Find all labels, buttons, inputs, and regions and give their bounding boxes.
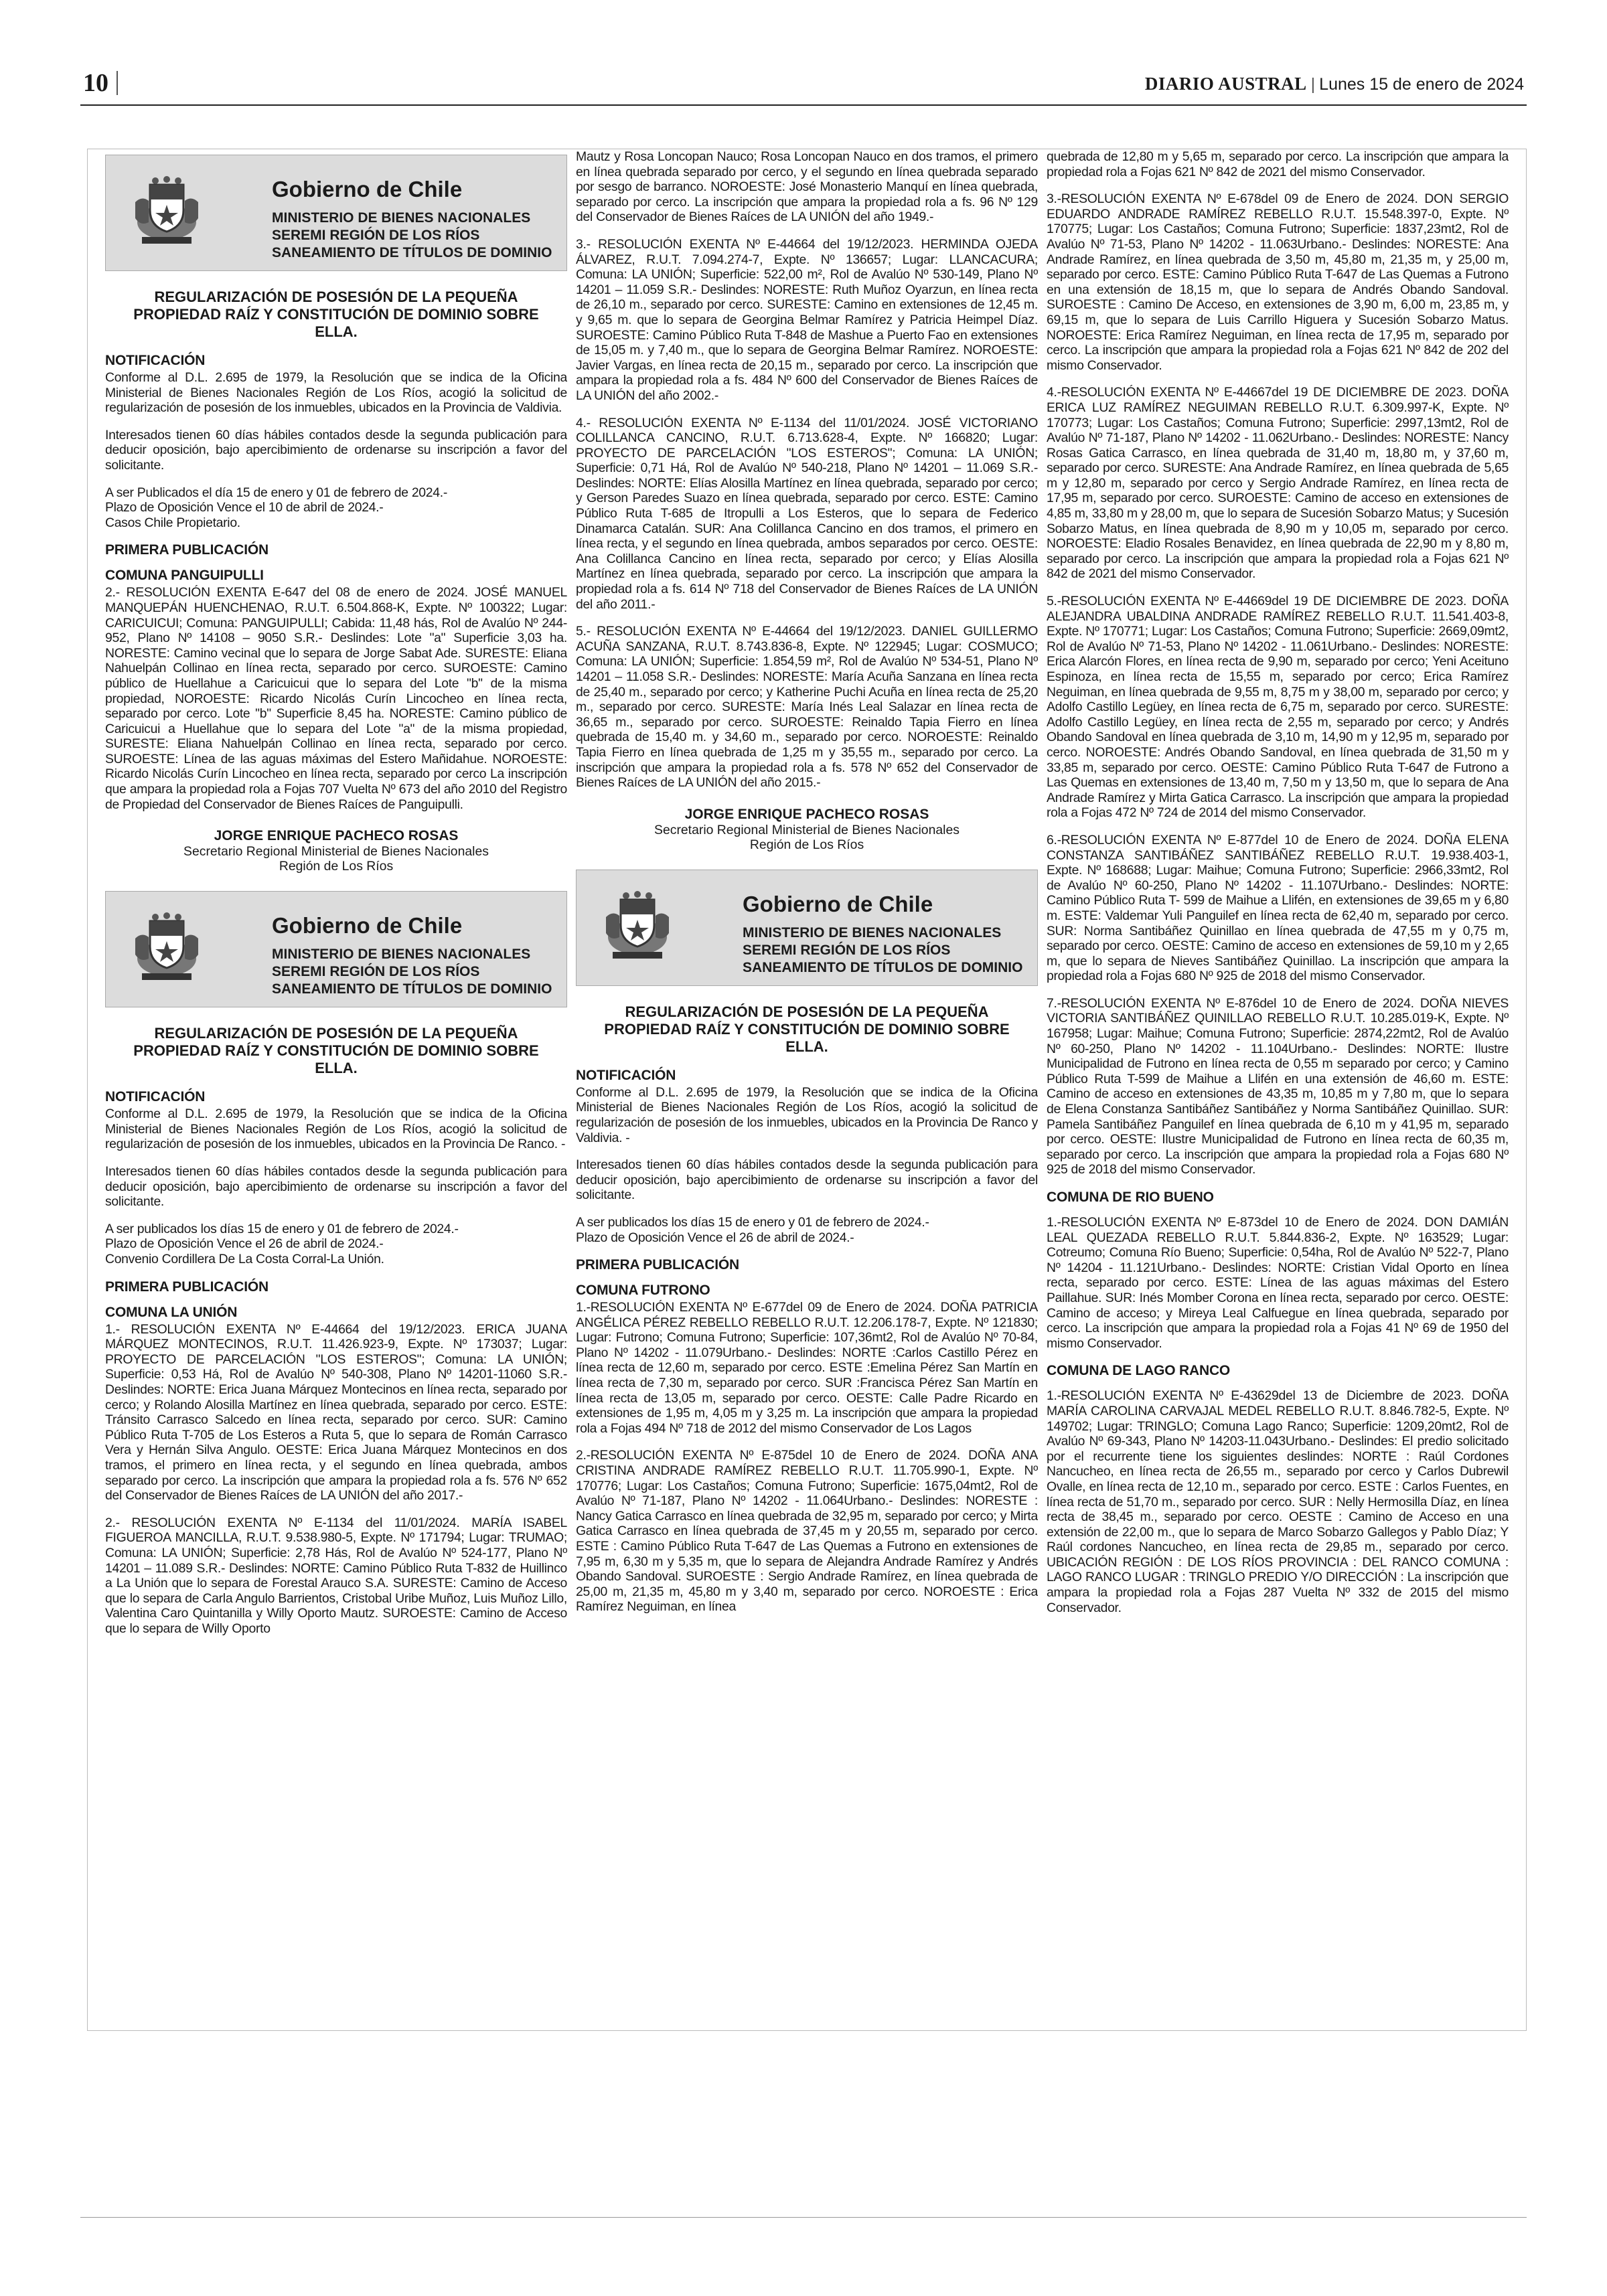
- resolution-item: 5.- RESOLUCIÓN EXENTA Nº E-44664 del 19/12/2023. DANIEL GUILLERMO ACUÑA SANZANA, R.U.T. 8.743.836-8, Expte. Nº 122945; Lugar: COSMUCO; Comuna: LA UNIÓN; Superficie: 1.854,59 m², Rol de Avalúo Nº 534-51, Plano Nº 14201 – 11.058 S.R.- Deslindes: NORESTE: María Acuña Sanzana en línea recta de 25,40 m., separado por cerco; y Katherine Puchi Acuña en línea recta de 25,20 m., separado por cerco. SURESTE: María Inés Leal Salazar en línea recta de 36,65 m., separado por cerco. SUROESTE: Reinaldo Tapia Fierro en línea quebrada de 15,40 m. y 34,60 m., separado por cerco. NOROESTE: Reinaldo Tapia Fierro en línea quebrada de 1,25 m y 35,55 m., separado por cerco. La inscripción que ampara la propiedad rola a fs. 578 Nº 652 del Conservador de Bienes Raíces de LA UNIÓN del año 2015.-: [576, 624, 1038, 791]
- chilean-coat-of-arms-icon: [130, 175, 204, 249]
- gov-header: [105, 891, 567, 1007]
- signer-name: JORGE ENRIQUE PACHECO ROSAS: [214, 828, 459, 844]
- signer-region: Región de Los Ríos: [749, 837, 864, 852]
- gov-ministry: MINISTERIO DE BIENES NACIONALES: [272, 947, 531, 963]
- signer-region: Región de Los Ríos: [279, 859, 394, 874]
- notice-title: REGULARIZACIÓN DE POSESIÓN DE LA PEQUEÑA PROPIEDAD RAÍZ Y CONSTITUCIÓN DE DOMINIO SOBRE ELLA.: [604, 1003, 1010, 1055]
- column-1: [105, 149, 567, 2030]
- comuna-heading: COMUNA DE LAGO RANCO: [1047, 1363, 1231, 1379]
- resolution-item: 4.- RESOLUCIÓN EXENTA Nº E-1134 del 11/01/2024. JOSÉ VICTORIANO COLILLANCA CANCINO, R.U.T. 6.713.628-4, Expte. Nº 166820; Lugar: PROYECTO DE PARCELACIÓN "LOS ESTEROS"; Comuna: LA UNIÓN; Superficie: 0,71 Há, Rol de Avalúo Nº 540-218, Plano Nº 14201 – 11.069 S.R.- Deslindes: NORTE: Elías Alosilla Martínez en línea quebrada, separado por cerco; y Gerson Paredes Suazo en línea quebrada, separado por cerco. ESTE: Camino Público Ruta T-685 de Itropulli a Los Esteros, que lo separa de Federico Dinamarca Catalán. SUR: Ana Colillanca Cancino en dos tramos, el primero en línea recta, y el segundo en línea quebrada, ambos separados por cerco. OESTE: Ana Colillanca Cancino en línea recta, separado por cerco; y Elías Alosilla Martínez en línea quebrada, separado por cerco. La inscripción que ampara la propiedad rola a fs. 614 Nº 718 del Conservador de Bienes Raíces de LA UNIÓN del año 2011.-: [576, 415, 1038, 612]
- gov-seremi: SEREMI REGIÓN DE LOS RÍOS: [272, 228, 480, 243]
- gov-header: [576, 870, 1038, 986]
- legal-notices: [87, 149, 1527, 2031]
- column-2: [576, 149, 1038, 2030]
- comuna-heading: COMUNA PANGUIPULLI: [105, 568, 264, 584]
- comuna-heading: COMUNA DE RIO BUENO: [1047, 1190, 1214, 1205]
- gov-title: Gobierno de Chile: [743, 891, 933, 916]
- first-publication-label: PRIMERA PUBLICACIÓN: [576, 1257, 739, 1273]
- first-publication-label: PRIMERA PUBLICACIÓN: [105, 1279, 269, 1295]
- resolution-item: 3.- RESOLUCIÓN EXENTA Nº E-44664 del 19/12/2023. HERMINDA OJEDA ÁLVAREZ, R.U.T. 7.094.274-7, Expte. Nº 136657; Lugar: LLANCACURA; Comuna: LA UNIÓN; Superficie: 522,00 m², Rol de Avalúo Nº 530-149, Plano Nº 14201 – 11.059 S.R.- Deslindes: NORESTE: Ruth Muñoz Oyarzun, en línea recta de 26,10 m., separado por cerco. SURESTE: Camino en extensiones de 12,45 m. y 9,65 m. que lo separa de Georgina Belmar Ramírez y Patricia Heimpel Díaz. SUROESTE: Camino Público Ruta T-848 de Mashue a Puerto Fao en extensiones de 15,05 m. y 7,40 m., que lo separa de Georgina Belmar Ramírez. NOROESTE: Javier Vargas, en línea recta de 20,15 m., separado por cerco. La inscripción que ampara la propiedad rola a fs. 484 Nº 600 del Conservador de Bienes Raíces de LA UNIÓN del año 2002.-: [576, 236, 1038, 403]
- opposition-clause: Interesados tienen 60 días hábiles contados desde la segunda publicación para deducir oposición, bajo apercibimiento de ordenarse su inscripción a favor del solicitante.: [576, 1157, 1038, 1203]
- page-header: [80, 64, 1527, 106]
- resolution-item: 2.- RESOLUCIÓN EXENTA Nº E-1134 del 11/01/2024. MARÍA ISABEL FIGUEROA MANCILLA, R.U.T. 9.538.980-5, Expte. Nº 171794; Lugar: TRUMAO; Comuna: LA UNIÓN; Superficie: 2,78 Hás, Rol de Avalúo Nº 524-177, Plano Nº 14201 – 11.089 S.R.- Deslindes: NORTE: Camino Público Ruta T-832 de Huillinco a La Unión que lo separa de Forestal Arauco S.A. SURESTE: Camino de Acceso que lo separa de Carla Angulo Barrientos, Cristobal Uribe Muñoz, Luis Muñoz Lillo, Valentina Caro Quintanilla y Willy Oporto Mautz. SUROESTE: Camino de Acceso que lo separa de Willy Oporto: [105, 1515, 567, 1636]
- notification-label: NOTIFICACIÓN: [105, 353, 206, 368]
- resolution-item: 4.-RESOLUCIÓN EXENTA Nº E-44667del 19 DE DICIEMBRE DE 2023. DOÑA ERICA LUZ RAMÍREZ NEGUIMAN REBELLO R.U.T. 6.309.997-K, Expte. Nº 170773; Lugar: Los Castaños; Comuna Futrono; Superficie: 2997,13mt2, Rol de Avalúo Nº 71-187, Plano Nº 14202 - 11.062Urbano.- Deslindes: NORESTE: Nancy Rosas Gatica Carrasco, en línea quebrada de 31,40 m, 18,80 m, y 37,60 m, separado por cerco. SURESTE: Ana Andrade Ramírez, en línea quebrada de 5,65 m y 12,80 m, separado por cerco y Sergio Andrade Ramírez, en línea recta de 17,95 m, separado por cerco. SUROESTE: Camino de acceso en extensiones de 4,85 m, 33,80 m y 28,00 m, que lo separa de Sucesión Sobarzo Matus; y Sucesión Sobarzo Matus, en línea quebrada de 8,90 m y 10,05 m, separado por cerco. NOROESTE: Eladio Rosales Benavidez, en línea quebrada de 22,90 m y 8,80 m, separado por cerco. La inscripción que ampara la propiedad rola a Fojas 621 Nº 842 de 2021 del mismo Conservador.: [1047, 385, 1509, 582]
- gov-title: Gobierno de Chile: [272, 913, 463, 938]
- resolution-item: 1.-RESOLUCIÓN EXENTA Nº E-43629del 13 de Diciembre de 2023. DOÑA MARÍA CAROLINA CARVAJAL MEDEL REBELLO R.U.T. 8.846.782-5, Expte. Nº 149702; Lugar: TRINGLO; Comuna Lago Ranco; Superficie: 1209,20mt2, Rol de Avalúo Nº 69-343, Plano Nº 14203-11.043Urbano.- Deslindes: El predio solicitado por el recurrente tiene los siguientes deslindes: NORTE : Raúl Cordones Nancucheo, en línea recta de 26,55 m., separado por cerco y Carlos Dubrewil Ovalle, en línea recta de 12,10 m., separado por cerco. ESTE : Carlos Fuentes, en línea recta de 51,70 m., separado por cerco. SUR : Nelly Hermosilla Díaz, en línea recta de 38,45 m., separado por cerco. OESTE : Camino de Acceso en una extensión de 22,00 m., que lo separa de Marco Sobarzo Gallegos y Pablo Díaz; Y Raúl cordones Nancucheo, en línea recta de 29,85 m., separado por cerco. UBICACIÓN REGIÓN : DE LOS RÍOS PROVINCIA : DEL RANCO COMUNA : LAGO RANCO LUGAR : TRINGLO PREDIO Y/O DIRECCIÓN : La inscripción que ampara la propiedad rola a Fojas 287 Vuelta Nº 332 de 2015 del mismo Conservador.: [1047, 1388, 1509, 1615]
- signer-role: Secretario Regional Ministerial de Bienes Nacionales: [654, 822, 960, 837]
- resolution-item-continued: quebrada de 12,80 m y 5,65 m, separado por cerco. La inscripción que ampara la propiedad rola a Fojas 621 Nº 842 de 2021 del mismo Conservador.: [1047, 149, 1509, 179]
- notice-title: REGULARIZACIÓN DE POSESIÓN DE LA PEQUEÑA PROPIEDAD RAÍZ Y CONSTITUCIÓN DE DOMINIO SOBRE ELLA.: [133, 1025, 539, 1077]
- gov-seremi: SEREMI REGIÓN DE LOS RÍOS: [272, 964, 480, 980]
- opposition-clause: Interesados tienen 60 días hábiles contados desde la segunda publicación para deducir oposición, bajo apercibimiento de ordenarse su inscripción a favor del solicitante.: [105, 427, 567, 473]
- chilean-coat-of-arms-icon: [130, 912, 204, 985]
- first-publication-label: PRIMERA PUBLICACIÓN: [105, 542, 269, 558]
- publication-dates: A ser Publicados el día 15 de enero y 01 de febrero de 2024.-: [105, 485, 447, 500]
- signature-block: [105, 828, 567, 874]
- signer-name: JORGE ENRIQUE PACHECO ROSAS: [684, 806, 929, 822]
- column-3: [1047, 149, 1509, 2030]
- opposition-deadline: Plazo de Oposición Vence el 26 de abril de 2024.-: [105, 1236, 384, 1252]
- gov-saneamiento: SANEAMIENTO DE TÍTULOS DE DOMINIO: [743, 959, 1023, 975]
- program-name: Convenio Cordillera De La Costa Corral-La Unión.: [105, 1252, 384, 1266]
- notification-label: NOTIFICACIÓN: [576, 1067, 676, 1083]
- program-name: Casos Chile Propietario.: [105, 515, 240, 530]
- gov-title: Gobierno de Chile: [272, 177, 463, 201]
- notice-title: REGULARIZACIÓN DE POSESIÓN DE LA PEQUEÑA PROPIEDAD RAÍZ Y CONSTITUCIÓN DE DOMINIO SOBRE ELLA.: [133, 289, 539, 340]
- resolution-item: 3.-RESOLUCIÓN EXENTA Nº E-678del 09 de Enero de 2024. DON SERGIO EDUARDO ANDRADE RAMÍREZ REBELLO R.U.T. 15.548.397-0, Expte. Nº 170775; Lugar: Los Castaños; Comuna Futrono; Superficie: 1837,23mt2, Rol de Avalúo Nº 71-53, Plano Nº 14202 - 11.063Urbano.- Deslindes: NORESTE: Ana Andrade Ramírez, en línea quebrada de 3,50 m, 45,80 m, 21,35 m, y 25,00 m, separado por cerco. ESTE: Camino Público Ruta T-647 de Las Quemas a Futrono en una extensión de 18,15 m, que lo separa de Andrés Obando Sandoval. SUROESTE : Camino De Acceso, en extensiones de 3,90 m, 6,00 m, 23,85 m, y 69,15 m, que lo separa de Luis Carrillo Higuera y Sucesión Sobarzo Matus. NOROESTE: Erica Ramírez Neguiman, en línea recta de 17,95 m, separado por cerco. La inscripción que ampara la propiedad rola a Fojas 621 Nº 842 de 202 del mismo Conservador.: [1047, 191, 1509, 373]
- resolution-item: 2.- RESOLUCIÓN EXENTA E-647 del 08 de enero de 2024. JOSÉ MANUEL MANQUEPÁN HUENCHENAO, R.U.T. 6.504.868-K, Expte. Nº 100322; Lugar: CARICUICUI; Comuna: PANGUIPULLI; Cabida: 11,48 hás, Rol de Avalúo Nº 244-952, Plano Nº 14108 – 9050 S.R.- Deslindes: Lote "a" Superficie 3,03 ha. NORESTE: Camino vecinal que lo separa de Jorge Sabat Ade. SURESTE: Eliana Nahuelpán Collinao en línea recta, separado por cerco. SUROESTE: Camino público de Huellahue a Caricuicui que lo separa del Lote "b" de la misma propiedad, NOROESTE: Ricardo Nicolás Curín Lincocheo en línea recta, separado por cerco. Lote "b" Superficie 8,45 ha. NORESTE: Camino público de Caricuicui a Huellahue que lo separa del Lote "a" de la misma propiedad, SURESTE: Eliana Nahuelpán Collinao en línea recta, separado por cerco. SUROESTE: Línea de las aguas máximas del Estero Mañidahue. NOROESTE: Ricardo Nicolás Curín Lincocheo en línea recta, separado por cerco La inscripción que ampara la propiedad rola a Fojas 707 Vuelta Nº 673 del año 2010 del Registro de Propiedad del Conservador de Bienes Raíces de Panguipulli.: [105, 585, 567, 812]
- page-number-divider: [117, 71, 118, 95]
- resolution-item: 5.-RESOLUCIÓN EXENTA Nº E-44669del 19 DE DICIEMBRE DE 2023. DOÑA ALEJANDRA UBALDINA ANDRADE RAMÍREZ REBELLO R.U.T. 11.541.403-8, Expte. Nº 170771; Lugar: Los Castaños; Comuna Futrono; Superficie: 2669,09mt2, Rol de Avalúo Nº 71-53, Plano Nº 14202 - 11.061Urbano.- Deslindes: NORESTE: Erica Alarcón Flores, en línea recta de 9,90 m, separado por cerco; Yeni Aceituno Espinoza, en línea recta de 15,55 m, separado por cerco; Erica Ramírez Neguiman, en línea quebrada de 9,55 m, 8,75 m y 38,00 m, separado por cerco; y Adolfo Castillo Legüey, en línea recta de 6,75 m, separado por cerco. SURESTE: Adolfo Castillo Legüey, en línea recta de 2,55 m, separado por cerco; y Andrés Obando Sandoval en línea quebrada de 3,10 m, 14,90 m y 12,95 m, separado por cerco. NOROESTE: Andrés Obando Sandoval, en línea quebrada de 31,50 m y 33,85 m, separado por cerco. OESTE: Camino Público Ruta T-647 de Futrono a Las Quemas en extensiones de 13,40 m, 7,50 m y 13,50 m, que lo separa de Ana Andrade Ramírez y Mirta Gatica Carrasco. La inscripción que ampara la propiedad rola a Fojas 472 Nº 724 de 2014 del mismo Conservador.: [1047, 594, 1509, 821]
- resolution-item: 7.-RESOLUCIÓN EXENTA Nº E-876del 10 de Enero de 2024. DOÑA NIEVES VICTORIA SANTIBÁÑEZ QUINILLAO REBELLO R.U.T. 10.285.019-K, Expte. Nº 167958; Lugar: Maihue; Comuna Futrono; Superficie: 2874,22mt2, Rol de Avalúo Nº 60-250, Plano Nº 14202 - 11.104Urbano.- Deslindes: NORTE: Ilustre Municipalidad de Futrono en línea recta de 0,55 m separado por cerco; y Camino Público Ruta T-599 de Maihue a Llifén en una extensión de 46,60 m. ESTE: Camino de acceso en extensiones de 43,35 m, 10,85 m y 7,80 m, que lo separa de Elena Constanza Santibáñez Santibáñez y Norma Santibáñez Quinillao. SUR: Pamela Santibáñez Panguilef en línea quebrada de 6,10 m y 41,95 m, separado por cerco. OESTE: Ilustre Municipalidad de Futrono en línea recta de 60,35 m, separado por cerco. La inscripción que ampara la propiedad rola a Fojas 680 Nº 925 de 2018 del mismo Conservador.: [1047, 995, 1509, 1177]
- signature-block: [576, 807, 1038, 852]
- bottom-rule: [80, 2217, 1527, 2218]
- resolution-item: 1.-RESOLUCIÓN EXENTA Nº E-677del 09 de Enero de 2024. DOÑA PATRICIA ANGÉLICA PÉREZ REBELLO REBELLO R.U.T. 12.206.178-7, Expte. Nº 121830; Lugar: Futrono; Comuna Futrono; Superficie: 107,36mt2, Rol de Avalúo Nº 70-84, Plano Nº 14202 - 11.079Urbano.- Deslindes: NORTE :Carlos Castillo Pérez en línea recta de 12,60 m, separado por cerco. ESTE :Emelina Pérez San Martín en línea recta de 7,30 m, separado por cerco. SUR :Francisca Pérez San Martín en línea recta de 13,05 m, separado por cerco. OESTE: Calle Padre Ricardo en extensiones de 1,95 m, 4,05 m y 3,25 m. La inscripción que ampara la propiedad rola a Fojas 494 Nº 718 de 2012 del mismo Conservador de Los Lagos: [576, 1300, 1038, 1436]
- paper-name: DIARIO AUSTRAL: [1144, 74, 1307, 94]
- resolution-item: 1.- RESOLUCIÓN EXENTA Nº E-44664 del 19/12/2023. ERICA JUANA MÁRQUEZ MONTECINOS, R.U.T. 11.426.923-9, Expte. Nº 173037; Lugar: PROYECTO DE PARCELACIÓN "LOS ESTEROS"; Comuna: LA UNIÓN; Superficie: 0,53 Há, Rol de Avalúo Nº 540-308, Plano Nº 14201-11060 S.R.- Deslindes: NORTE: Erica Juana Márquez Montecinos en línea recta, separado por cerco; y Rolando Alosilla Martínez en línea quebrada, separado por cerco. ESTE: Tránsito Carrasco Salcedo en línea recta, separado por cerco. SUR: Camino Público Ruta T-705 de Los Esteros a Ruta 5, que lo separa de Román Carrasco Vera y Hernán Silva Angulo. OESTE: Erica Juana Márquez Montecinos en dos tramos, el primero en línea recta, y el segundo en línea quebrada, ambos separado por cerco. La inscripción que ampara la propiedad rola a fs. 576 Nº 652 del Conservador de Bienes Raíces de LA UNIÓN del año 2017.-: [105, 1321, 567, 1503]
- opposition-deadline: Plazo de Oposición Vence el 10 de abril de 2024.-: [105, 500, 384, 515]
- resolution-item: 2.-RESOLUCIÓN EXENTA Nº E-875del 10 de Enero de 2024. DOÑA ANA CRISTINA ANDRADE RAMÍREZ REBELLO R.U.T. 11.705.990-1, Expte. Nº 170776; Lugar: Los Castaños; Comuna Futrono; Superficie: 1675,04mt2, Rol de Avalúo Nº 71-187, Plano Nº 14202 - 11.064Urbano.- Deslindes: NORESTE : Nancy Gatica Carrasco en línea quebrada de 32,95 m, separado por cerco; y Mirta Gatica Carrasco en línea quebrada de 37,45 m y 20,55 m, separado por cerco. ESTE : Camino Público Ruta T-647 de Las Quemas a Futrono en extensiones de 7,95 m, 6,30 m y 5,35 m, que lo separa de Alejandra Andrade Ramírez y Andrés Obando Sandoval. SUROESTE : Sergio Andrade Ramírez, en línea quebrada de 25,00 m, 21,35 m, 45,80 m y 3,40 m, separado por cerco. NOROESTE : Erica Ramírez Neguiman, en línea: [576, 1448, 1038, 1615]
- masthead: [1145, 74, 1524, 94]
- resolution-item: 6.-RESOLUCIÓN EXENTA Nº E-877del 10 de Enero de 2024. DOÑA ELENA CONSTANZA SANTIBÁÑEZ SANTIBÁÑEZ REBELLO R.U.T. 19.938.403-1, Expte. Nº 168688; Lugar: Maihue; Comuna Futrono; Superficie: 2966,33mt2, Rol de Avalúo Nº 60-250, Plano Nº 14202 - 11.107Urbano.- Deslindes: NORTE: Camino Público Ruta T- 599 de Maihue a Llifén, en extensiones de 39,65 m y 6,80 m. ESTE: Valdemar Yuli Panguilef en línea recta de 62,40 m, separado por cerco. SUR: Norma Santibáñez Quinillao en línea quebrada de 47,55 m y 0,75 m, separado por cerco. OESTE: Camino de acceso en extensiones de 59,10 m y 2,65 m, que lo separa de Nieves Santibáñez Quinillao. La inscripción que ampara la propiedad rola a Fojas 680 Nº 925 de 2018 del mismo Conservador.: [1047, 832, 1509, 984]
- chilean-coat-of-arms-icon: [601, 890, 674, 964]
- masthead-separator: |: [1310, 75, 1316, 94]
- publication-dates: A ser publicados los días 15 de enero y 01 de febrero de 2024.-: [576, 1214, 929, 1230]
- issue-date: Lunes 15 de enero de 2024: [1319, 75, 1524, 94]
- comuna-heading: COMUNA LA UNIÓN: [105, 1304, 238, 1320]
- gov-saneamiento: SANEAMIENTO DE TÍTULOS DE DOMINIO: [272, 981, 552, 997]
- publication-dates: A ser publicados los días 15 de enero y 01 de febrero de 2024.-: [105, 1221, 459, 1236]
- opposition-clause: Interesados tienen 60 días hábiles contados desde la segunda publicación para deducir oposición, bajo apercibimiento de ordenarse su inscripción a favor del solicitante.: [105, 1164, 567, 1210]
- page-number: 10: [83, 69, 108, 97]
- gov-ministry: MINISTERIO DE BIENES NACIONALES: [272, 210, 531, 226]
- gov-ministry: MINISTERIO DE BIENES NACIONALES: [743, 924, 1002, 940]
- gov-seremi: SEREMI REGIÓN DE LOS RÍOS: [743, 942, 951, 958]
- resolution-item-continued: Mautz y Rosa Loncopan Nauco; Rosa Loncopan Nauco en dos tramos, el primero en línea quebrada separado por cerco, y el segundo en línea quebrada separado por sesgo de barranco. NOROESTE: José Monasterio Manquí en línea quebrada, separado por cerco. La inscripción que ampara la propiedad rola a fs. 96 Nº 129 del Conservador de Bienes Raíces de LA UNIÓN del año 1949.-: [576, 149, 1038, 225]
- resolution-item: 1.-RESOLUCIÓN EXENTA Nº E-873del 10 de Enero de 2024. DON DAMIÁN LEAL QUEZADA REBELLO R.U.T. 5.844.836-2, Expte. Nº 163529; Lugar: Cotreumo; Comuna Río Bueno; Superficie: 0,54ha, Rol de Avalúo Nº 522-7, Plano Nº 14204 - 11.121Urbano.- Deslindes: NORTE: Cristian Vidal Oporto en línea recta, separado por cerco. ESTE: Línea de las aguas máximas del Estero Paillahue. SUR: Inés Momber Corona en línea recta, separado por cerco. OESTE: Camino de acceso; y Mireya Leal Calfuegue en línea quebrada, separado por cerco. La inscripción que ampara la propiedad rola a Fojas 41 Nº 69 de 1950 del mismo Conservador.: [1047, 1215, 1509, 1351]
- signer-role: Secretario Regional Ministerial de Bienes Nacionales: [183, 844, 489, 859]
- notice-intro: Conforme al D.L. 2.695 de 1979, la Resolución que se indica de la Oficina Ministerial de Bienes Nacionales Región de Los Ríos, acogió la solicitud de regularización de posesión de los inmuebles, ubicados en la Provincia De Ranco. -: [105, 1106, 567, 1152]
- gov-saneamiento: SANEAMIENTO DE TÍTULOS DE DOMINIO: [272, 245, 552, 260]
- gov-header: [105, 155, 567, 271]
- notification-label: NOTIFICACIÓN: [105, 1089, 206, 1105]
- notice-intro: Conforme al D.L. 2.695 de 1979, la Resolución que se indica de la Oficina Ministerial de Bienes Nacionales Región de Los Ríos, acogió la solicitud de regularización de posesión de los inmuebles, ubicados en la Provincia De Ranco y Valdivia. -: [576, 1084, 1038, 1145]
- notice-intro: Conforme al D.L. 2.695 de 1979, la Resolución que se indica de la Oficina Ministerial de Bienes Nacionales Región de Los Ríos, acogió la solicitud de regularización de posesión de los inmuebles, ubicados en la Provincia de Valdivia.: [105, 370, 567, 416]
- comuna-heading: COMUNA FUTRONO: [576, 1283, 710, 1299]
- opposition-deadline: Plazo de Oposición Vence el 26 de abril de 2024.-: [576, 1230, 854, 1245]
